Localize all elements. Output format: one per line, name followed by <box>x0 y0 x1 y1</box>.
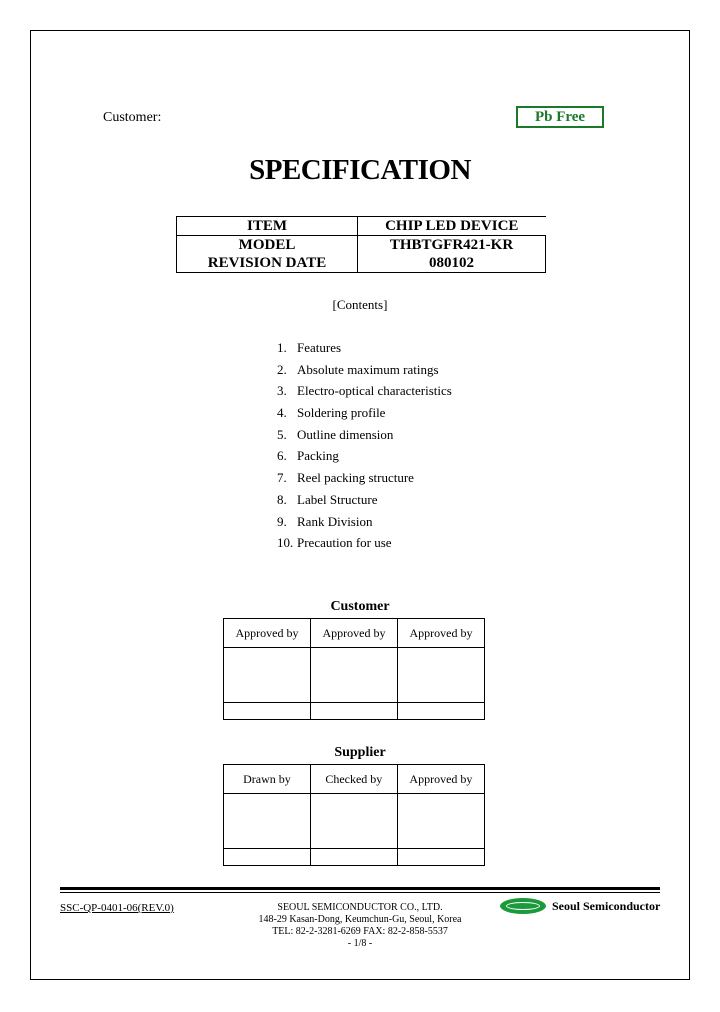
logo-text: Seoul Semiconductor <box>552 898 661 913</box>
customer-approval-table <box>223 618 485 720</box>
contents-list <box>277 340 452 557</box>
footer-divider-thin <box>60 892 660 893</box>
list-item <box>277 535 452 557</box>
supplier-column-header: Drawn by <box>224 765 311 794</box>
spec-value-model: THBTGFR421-KR <box>358 236 546 255</box>
list-item <box>277 514 452 536</box>
list-item-number: 6. <box>277 448 287 464</box>
supplier-date-cell <box>310 849 397 866</box>
page-title: SPECIFICATION <box>249 154 471 186</box>
list-item-text: Electro-optical characteristics <box>297 383 452 399</box>
customer-date-cell <box>398 703 485 720</box>
list-item-number: 4. <box>277 405 287 421</box>
supplier-section-title: Supplier <box>334 745 386 760</box>
list-item-number: 5. <box>277 426 287 442</box>
customer-column-header: Approved by <box>311 619 398 648</box>
company-address: 148-29 Kasan-Dong, Keumchun-Gu, Seoul, Korea <box>258 914 462 925</box>
list-item-text: Packing <box>297 448 339 464</box>
list-item <box>277 405 452 427</box>
supplier-column-header: Checked by <box>310 765 397 794</box>
list-item <box>277 340 452 362</box>
supplier-date-cell <box>397 849 484 866</box>
customer-column-header: Approved by <box>224 619 311 648</box>
list-item-text: Outline dimension <box>297 426 394 442</box>
list-item-text: Reel packing structure <box>297 470 414 486</box>
spec-label-model: MODEL <box>177 236 358 255</box>
supplier-signature-cell <box>397 794 484 849</box>
list-item-number: 10. <box>277 535 294 551</box>
contents-title: [Contents] <box>332 297 388 312</box>
list-item-text: Soldering profile <box>297 405 386 421</box>
list-item <box>277 383 452 405</box>
customer-date-cell <box>311 703 398 720</box>
list-item-number: 2. <box>277 361 287 377</box>
spec-table <box>176 216 546 273</box>
spec-value-revision-date: 080102 <box>358 254 546 273</box>
list-item-text: Features <box>297 340 342 355</box>
company-contact: TEL: 82-2-3281-6269 FAX: 82-2-858-5537 <box>272 926 448 937</box>
spec-label-revision-date: REVISION DATE <box>177 254 358 273</box>
customer-label: Customer: <box>103 110 162 125</box>
list-item-text: Rank Division <box>297 513 373 529</box>
company-logo <box>500 898 660 914</box>
customer-date-cell <box>224 703 311 720</box>
list-item-text: Absolute maximum ratings <box>297 361 439 377</box>
footer-divider <box>60 887 660 890</box>
list-item <box>277 470 452 492</box>
list-item-text: Label Structure <box>297 491 378 507</box>
logo-oval-icon <box>500 898 546 914</box>
supplier-signature-cell <box>224 794 311 849</box>
customer-signature-cell <box>224 648 311 703</box>
supplier-column-header: Approved by <box>397 765 484 794</box>
customer-column-header: Approved by <box>398 619 485 648</box>
list-item-number: 8. <box>277 491 287 507</box>
pb-free-badge: Pb Free <box>516 106 604 128</box>
customer-section-title: Customer <box>330 599 390 614</box>
supplier-signature-cell <box>310 794 397 849</box>
list-item-number: 7. <box>277 470 287 486</box>
customer-signature-cell <box>311 648 398 703</box>
list-item-text: Precaution for use <box>297 535 392 551</box>
spec-label-item: ITEM <box>177 217 358 236</box>
list-item <box>277 448 452 470</box>
list-item-number: 1. <box>277 340 287 355</box>
document-number: SSC-QP-0401-06(REV.0) <box>60 902 174 914</box>
company-name: SEOUL SEMICONDUCTOR CO., LTD. <box>277 902 443 913</box>
page-number: - 1/8 - <box>347 938 373 949</box>
customer-signature-cell <box>398 648 485 703</box>
supplier-date-cell <box>224 849 311 866</box>
supplier-approval-table <box>223 764 485 866</box>
spec-value-item: CHIP LED DEVICE <box>358 217 546 236</box>
list-item-number: 3. <box>277 383 287 399</box>
list-item <box>277 427 452 449</box>
list-item <box>277 362 452 384</box>
list-item <box>277 492 452 514</box>
list-item-number: 9. <box>277 513 287 529</box>
